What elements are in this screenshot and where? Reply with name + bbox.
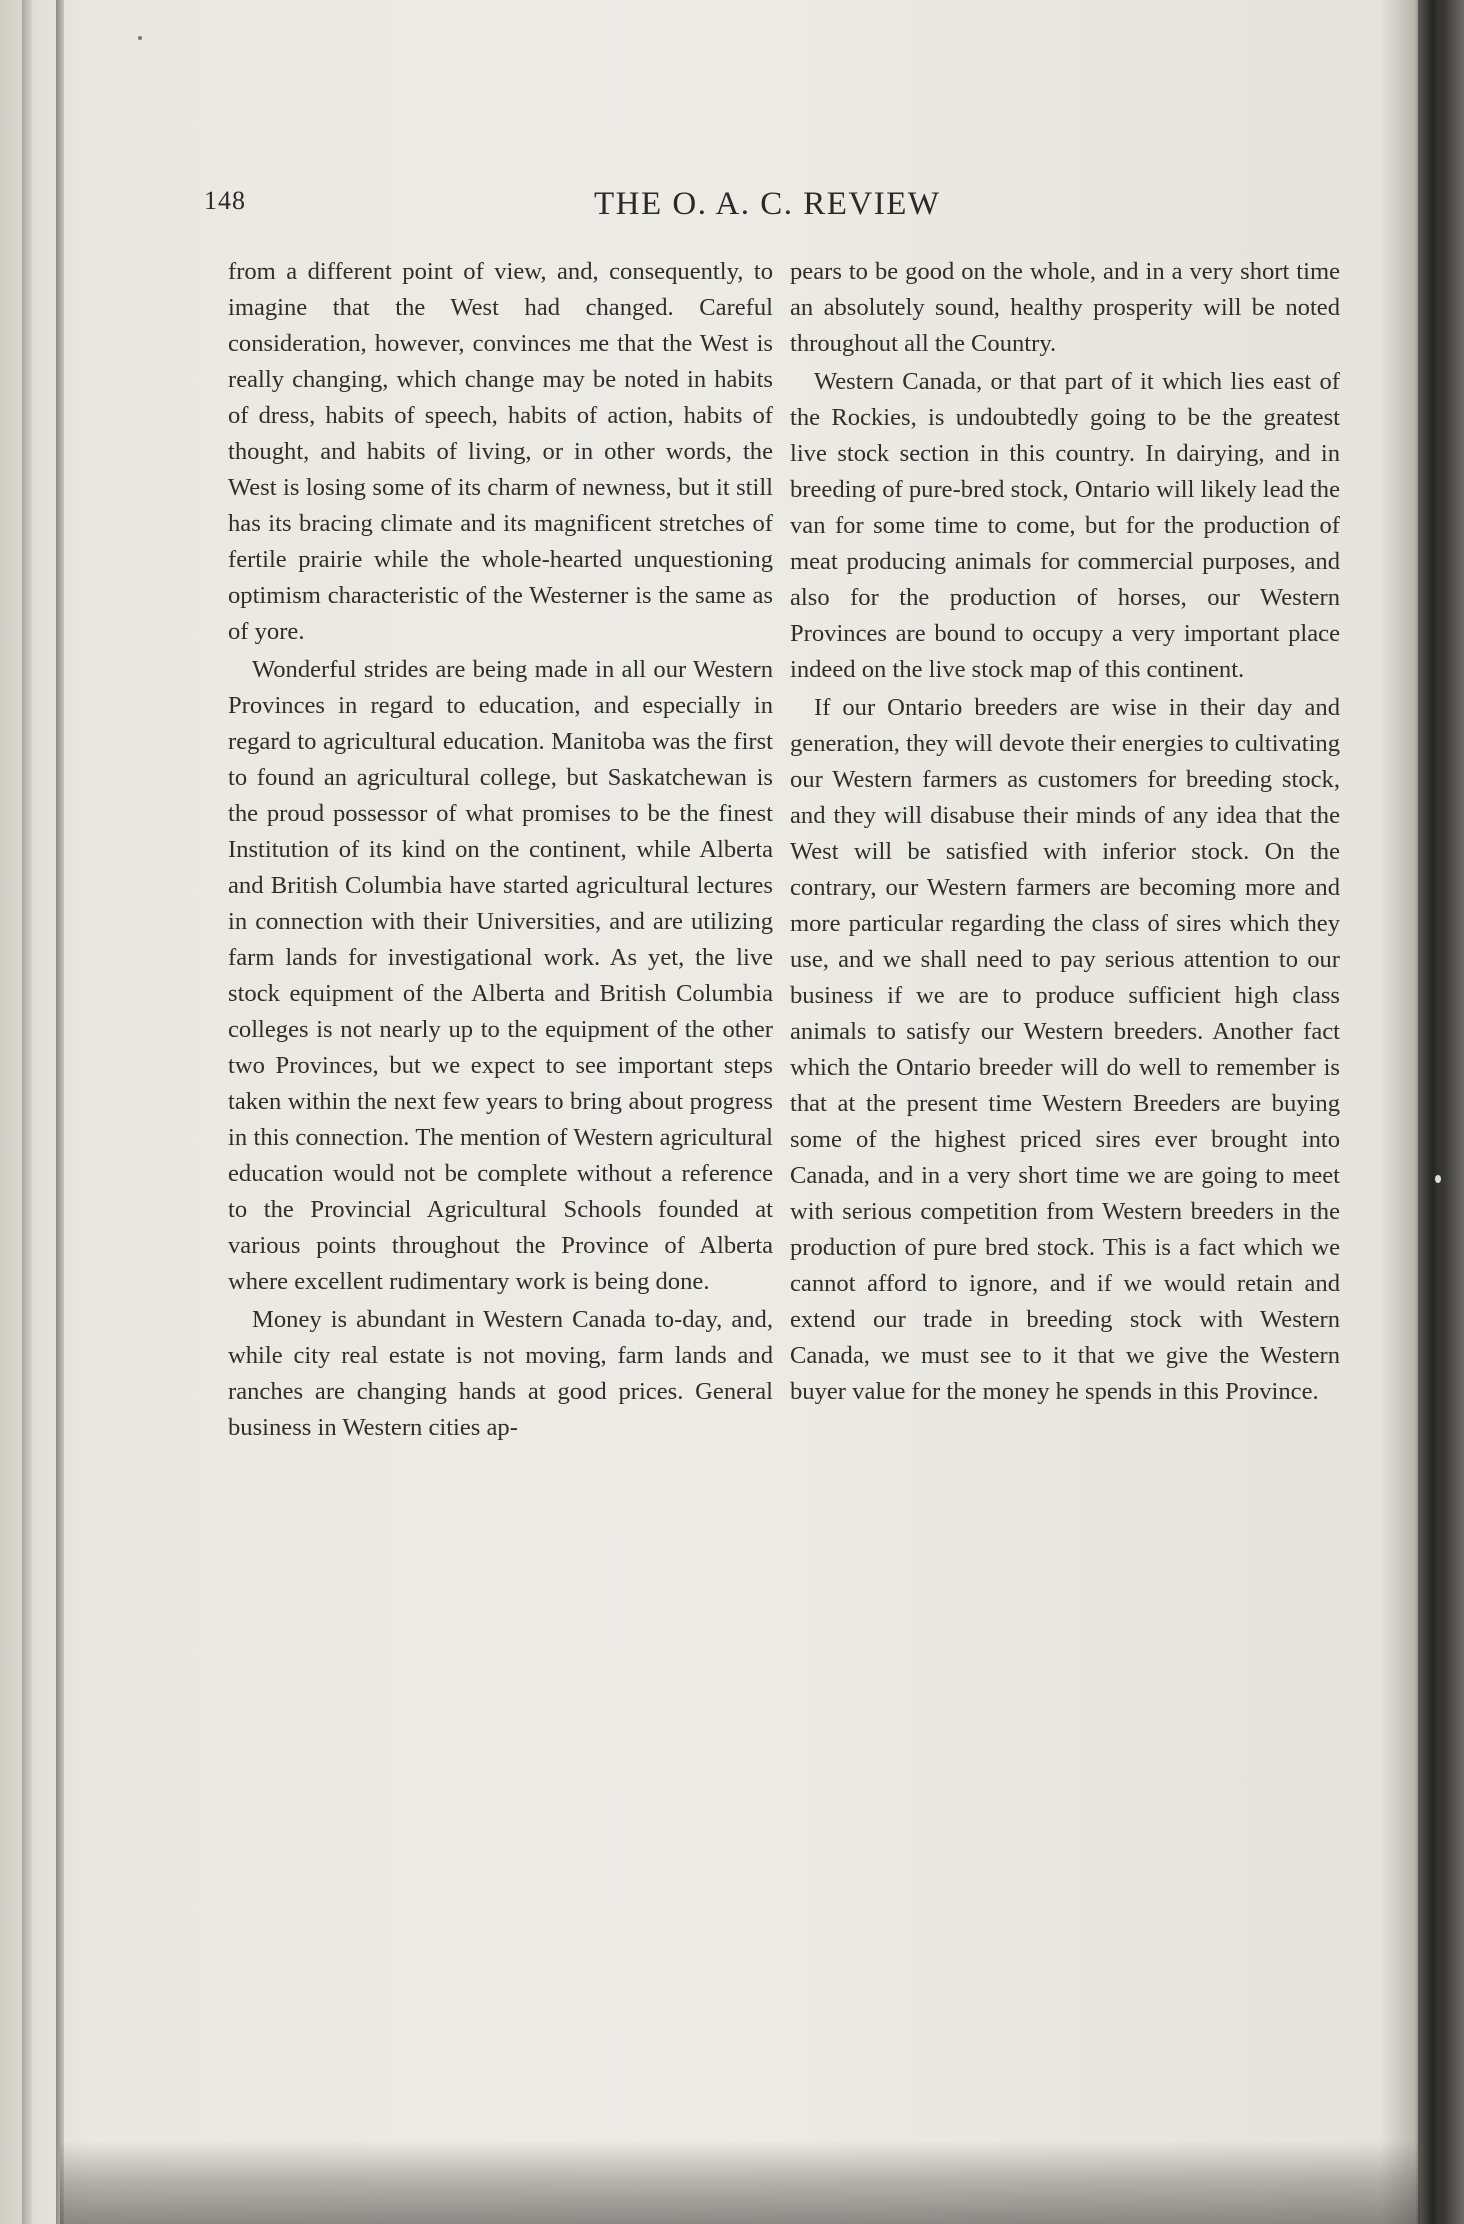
page-bottom-shadow	[60, 2140, 1420, 2224]
scan-speck	[1435, 1175, 1441, 1183]
document-page	[64, 0, 1414, 2150]
page-number: 148	[204, 186, 246, 215]
journal-title: THE O. A. C. REVIEW	[594, 186, 941, 222]
page-edge-left	[56, 0, 64, 2224]
paragraph: from a different point of view, and, consequently, to imagine that the West had changed. Careful consideration, however, convinces me that the West is really changing, which change may be noted in habits of dress, habits of speech, habits of action, habits of thought, and habits of living, or in other words, the West is losing some of its charm of newness, but it still has its bracing climate and its magnificent stretches of fertile prairie while the whole-hearted unquestioning optimism characteristic of the Westerner is the same as of yore.	[228, 258, 773, 645]
running-header	[64, 186, 1414, 236]
text-column-left	[228, 254, 773, 1446]
binding-shadow-right	[1418, 0, 1442, 2224]
binding-edge-left	[22, 0, 32, 2224]
paragraph: Western Canada, or that part of it which lies east of the Rockies, is undoubtedly going to be the greatest live stock section in this country. In dairying, and in breeding of pure-bred stock, Ontario will likely lead the van for some time to come, but for the production of meat producing animals for commercial purposes, and also for the production of horses, our Western Provinces are bound to occupy a very important place indeed on the live stock map of this continent.	[790, 368, 1340, 683]
text-column-right	[790, 254, 1340, 1410]
paragraph: Money is abundant in Western Canada to-day, and, while city real estate is not moving, farm lands and ranches are changing hands at good prices. General business in Western cities ap-	[228, 1306, 773, 1441]
paragraph: pears to be good on the whole, and in a very short time an absolutely sound, healthy prosperity will be noted throughout all the Country.	[790, 258, 1340, 357]
paragraph: If our Ontario breeders are wise in their day and generation, they will devote their energies to cultivating our Western farmers as customers for breeding stock, and they will disabuse their minds of any idea that the West will be satisfied with inferior stock. On the contrary, our Western farmers are becoming more and more particular regarding the class of sires which they use, and we shall need to pay serious attention to our business if we are to produce sufficient high class animals to satisfy our Western breeders. Another fact which the Ontario breeder will do well to remember is that at the present time Western Breeders are buying some of the highest priced sires ever brought into Canada, and in a very short time we are going to meet with serious competition from Western breeders in the production of pure bred stock. This is a fact which we cannot afford to ignore, and if we would retain and extend our trade in breeding stock with Western Canada, we must see to it that we give the Western buyer value for the money he spends in this Province.	[790, 694, 1341, 1405]
paragraph: Wonderful strides are being made in all our Western Provinces in regard to education, and especially in regard to agricultural education. Manitoba was the first to found an agricultural college, but Saskatchewan is the proud possessor of what promises to be the finest Institution of its kind on the continent, while Alberta and British Columbia have started agricultural lectures in connection with their Universities, and are utilizing farm lands for investigational work. As yet, the live stock equipment of the Alberta and British Columbia colleges is not nearly up to the equipment of the other two Provinces, but we expect to see important steps taken within the next few years to bring about progress in this connection. The mention of Western agricultural education would not be complete without a reference to the Provincial Agricultural Schools founded at various points throughout the Province of Alberta where excellent rudimentary work is being done.	[228, 656, 773, 1295]
